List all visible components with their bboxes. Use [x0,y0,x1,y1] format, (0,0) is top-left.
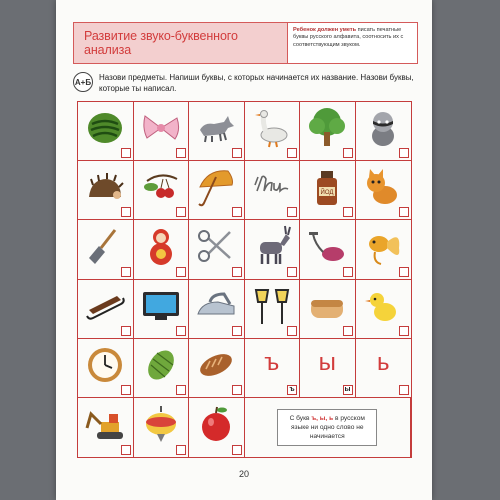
section-note-text: писать печатные буквы русского алфавита, соотносить их с соответствующим звуком. [293,27,404,48]
chick-icon [361,284,405,328]
cell-cone [134,339,190,398]
tv-icon [139,284,183,328]
hedgehog-icon [83,165,127,209]
cell-donkey [245,220,301,279]
goldfish-icon [361,224,405,268]
watermelon-icon [83,106,127,150]
cell-goose [245,102,301,161]
cell-cat [356,161,412,220]
answer-box[interactable] [287,267,297,277]
answer-box[interactable] [121,267,131,277]
answer-box[interactable] [343,148,353,158]
donkey-icon [250,224,294,268]
cell-umbrella [189,161,245,220]
workbook-page [56,0,432,500]
answer-box[interactable] [287,148,297,158]
answer-box[interactable] [343,267,353,277]
section-banner [73,22,418,64]
matryoshka-icon [139,224,183,268]
answer-box[interactable] [176,326,186,336]
hard-sign-letter: ъ [264,348,280,376]
iodine-label: ЙОД [320,190,334,197]
page-number: 20 [238,469,249,479]
shovel-icon [83,224,127,268]
cell-bread [300,280,356,339]
clock-icon [83,343,127,387]
answer-box[interactable] [232,148,242,158]
answer-box[interactable] [121,385,131,395]
cell-iron [189,280,245,339]
answer-box[interactable] [176,445,186,455]
cell-handwriting [245,161,301,220]
cell-wolf [189,102,245,161]
cell-note [245,398,412,457]
answer-box[interactable] [343,326,353,336]
street-lanterns-icon [250,284,294,328]
iron-icon [194,284,238,328]
cell-shovel [78,220,134,279]
answer-box[interactable] [399,207,409,217]
cell-chick [356,280,412,339]
answer-box[interactable] [121,148,131,158]
cell-vacuum [300,220,356,279]
umbrella-icon [194,165,238,209]
answer-box[interactable] [343,207,353,217]
raccoon-icon [361,106,405,150]
answer-box[interactable] [121,445,131,455]
oak-tree-icon [305,106,349,150]
answer-box[interactable] [399,267,409,277]
answer-box[interactable] [176,385,186,395]
answer-box[interactable] [121,207,131,217]
cell-clock [78,339,134,398]
rule-note-suffix: в русском языке ни одно слово не начинается [290,414,365,440]
cell-lanterns [245,280,301,339]
answer-box[interactable] [399,148,409,158]
sled-icon [83,284,127,328]
cell-yery [300,339,356,398]
soft-sign-letter: ь [376,348,390,376]
cell-tree [300,102,356,161]
cell-scissors [189,220,245,279]
section-note-bold: Ребенок должен уметь [293,27,357,33]
bow-icon [139,106,183,150]
yery-letter: ы [318,348,336,376]
rule-note-letters: ъ, ы, ь [311,414,334,422]
cell-tv [134,280,190,339]
answer-box[interactable] [232,385,242,395]
cell-loaf [189,339,245,398]
rule-note [277,409,377,446]
answer-box[interactable] [176,267,186,277]
task-type-icon: А+Б [73,72,93,92]
answer-box-filled[interactable]: ъ [287,385,297,395]
answer-box[interactable] [287,207,297,217]
section-note [288,23,417,63]
apple-icon [194,402,238,446]
answer-box[interactable] [399,385,409,395]
cell-matryoshka [134,220,190,279]
pine-cone-icon [139,343,183,387]
baton-loaf-icon [194,343,238,387]
iodine-bottle-icon [305,165,349,209]
cell-bow [134,102,190,161]
bread-loaf-icon [305,284,349,328]
cell-top [134,398,190,457]
cell-apple [189,398,245,457]
cell-goldfish [356,220,412,279]
handwriting-icon [250,165,294,209]
answer-box-filled[interactable]: ы [343,385,353,395]
cherry-icon [139,165,183,209]
section-title: Развитие звуко-буквенного анализа [74,23,288,63]
cell-excavator [78,398,134,457]
cell-hard-sign [245,339,301,398]
cell-iodine [300,161,356,220]
answer-box[interactable] [176,148,186,158]
cat-icon [361,165,405,209]
answer-box[interactable] [176,207,186,217]
cell-soft-sign [356,339,412,398]
cell-raccoon [356,102,412,161]
excavator-icon [83,402,127,446]
cell-hedgehog [78,161,134,220]
goose-icon [250,106,294,150]
task-instruction: Назови предметы. Напиши буквы, с которых начинается их название. Назови буквы, которые ты написал. [99,73,414,93]
spinning-top-icon [139,402,183,446]
answer-box[interactable] [232,207,242,217]
answer-box[interactable] [232,326,242,336]
wolf-icon [194,106,238,150]
answer-box[interactable] [399,326,409,336]
picture-grid [77,101,412,458]
answer-box[interactable] [287,326,297,336]
cell-cherry [134,161,190,220]
cell-watermelon [78,102,134,161]
answer-box[interactable] [121,326,131,336]
answer-box[interactable] [232,267,242,277]
cell-sled [78,280,134,339]
vacuum-cleaner-icon [305,224,349,268]
answer-box[interactable] [232,445,242,455]
scissors-icon [194,224,238,268]
rule-note-prefix: С букв [289,414,312,422]
